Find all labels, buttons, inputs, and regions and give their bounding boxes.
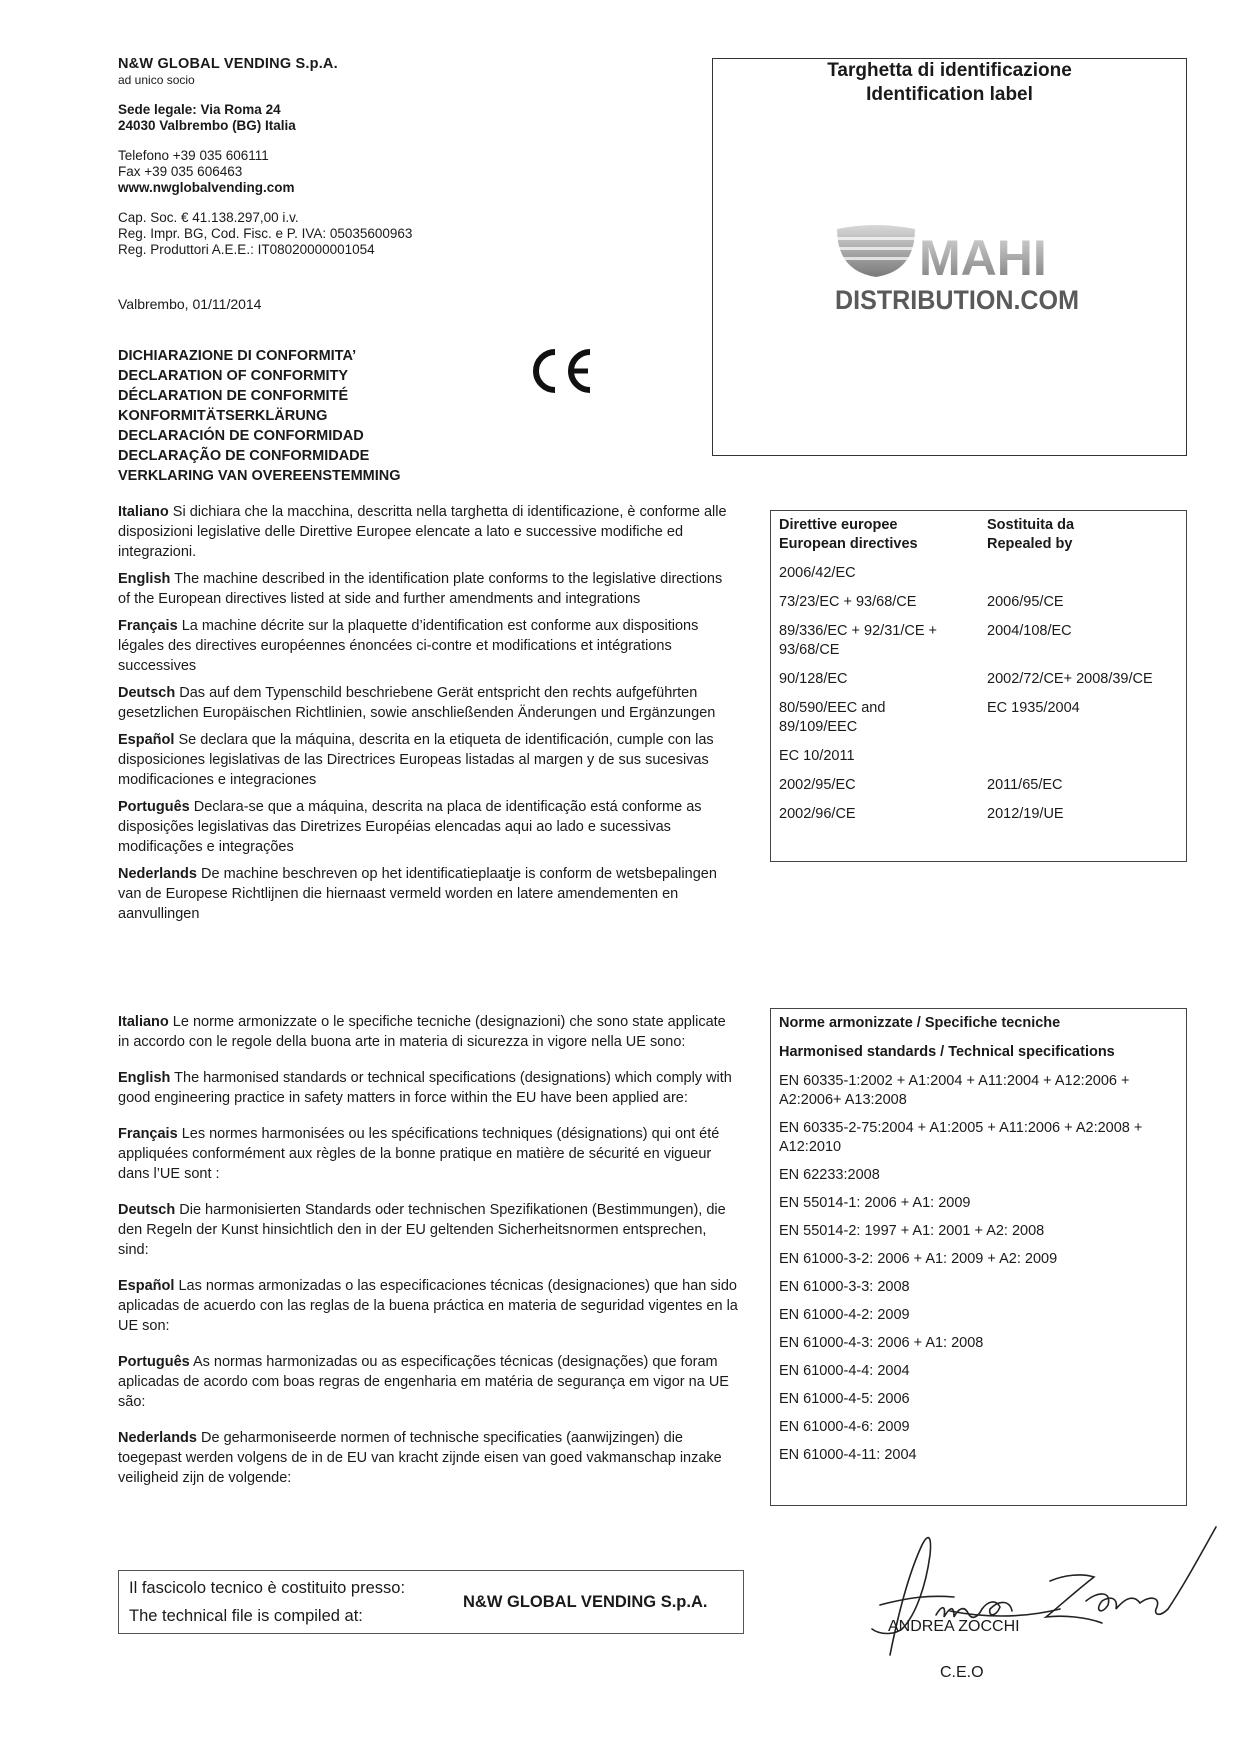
harmonised-nl: Nederlands De geharmoniseerde normen of technische specificaties (aanwijzingen) die toegepast werden volgens de in de EU van kracht zijnde eisen van goed vakmanschap inzake veiligheid zijn de volgende: [118,1430,722,1486]
list-item: EN 55014-1: 2006 + A1: 2009 [779,1195,971,1211]
harmonised-en: English The harmonised standards or technical specifications (designations) which comply with good engineering practice in safety matters in force within the EU have been applied are: [118,1070,732,1106]
table-row: 2002/95/EC 2011/65/EC [779,777,1063,793]
conformity-pt: Português Declara-se que a máquina, descrita na placa de identificação está conforme as disposições legislativas das Diretrizes Européias elencadas aqui ao lado e sucessivas modificações e integrações [118,799,702,855]
company-contacts [118,148,598,196]
harmonised-it: Italiano Le norme armonizzate o le specifiche tecniche (designazioni) che sono state applicate in accordo con le regole della buona arte in materia di sicurezza in vigore nella UE sono: [118,1014,726,1050]
directives-header: Direttive europee European directives Sostituita da Repealed by [779,517,1075,552]
signatory-name: ANDREA ZOCCHI [888,1618,1020,1635]
title-pt: DECLARAÇÃO DE CONFORMIDADE [118,448,370,464]
identification-label-box [712,58,1187,456]
list-item: EN 61000-3-3: 2008 [779,1279,910,1295]
conformity-statements [118,502,738,931]
standards-header-en: Harmonised standards / Technical specifications [779,1044,1115,1060]
title-de: KONFORMITÄTSERKLÄRUNG [118,408,328,424]
title-nl: VERKLARING VAN OVEREENSTEMMING [118,468,401,484]
mahi-distribution-logo [831,219,1083,315]
ce-mark-icon [528,348,594,394]
conformity-en: English The machine described in the identification plate conforms to the legislative directions of the European directives listed at side and further amendments and integrations [118,571,723,607]
id-label-title: Targhetta di identificazione [827,60,1072,81]
id-label-subtitle: Identification label [866,84,1033,105]
company-subtitle: ad unico socio [118,73,195,87]
conformity-nl: Nederlands De machine beschreven op het identificatieplaatje is conform de wetsbepalingen van de Europese Richtlijnen die hiernaast vermeld worden en latere amendementen en aanvullingen [118,866,717,922]
standards-header-it: Norme armonizzate / Specifiche tecniche [779,1015,1061,1031]
title-fr: DÉCLARATION DE CONFORMITÉ [118,388,349,404]
company-address: Sede legale: Via Roma 24 24030 Valbrembo (BG) Italia [118,102,296,133]
list-item: EN 60335-2-75:2004 + A1:2005 + A11:2006 + A2:2008 + A12:2010 [779,1120,1143,1155]
declaration-titles [118,346,401,486]
harmonised-statements [118,1012,738,1504]
table-row: 2006/42/EC [779,565,856,581]
harmonised-fr: Français Les normes harmonisées ou les spécifications techniques (désignations) qui ont été appliquées conformément aux règles de la bonne pratique en matière de sécurité en vigueur dans l’UE sont : [118,1126,720,1182]
signatory-role: C.E.O [940,1664,984,1681]
list-item: EN 61000-4-11: 2004 [779,1447,917,1463]
conformity-de: Deutsch Das auf dem Typenschild beschriebene Gerät entspricht den rechts aufgeführten gesetzlichen Europäischen Richtlinien, sowie anschließenden Änderungen und Ergänzungen [118,685,716,721]
technical-file-location: N&W GLOBAL VENDING S.p.A. [463,1593,708,1611]
technical-file-label-en: The technical file is compiled at: [129,1607,363,1625]
list-item: EN 61000-4-4: 2004 [779,1363,910,1379]
table-row: 2002/96/CE 2012/19/UE [779,806,1064,822]
list-item: EN 61000-4-5: 2006 [779,1391,910,1407]
conformity-es: Español Se declara que la máquina, descrita en la etiqueta de identificación, cumple con las disposiciones legislativas de las Directrices Europeas listadas al margen y de sus sucesivas modificaciones e integraciones [118,732,714,788]
list-item: EN 61000-4-6: 2009 [779,1419,910,1435]
technical-file-box [118,1570,744,1634]
directives-table [770,510,1187,862]
document-date: Valbrembo, 01/11/2014 [118,296,262,312]
conformity-fr: Français La machine décrite sur la plaquette d’identification est conforme aux dispositions légales des directives européennes énoncées ci-contre et modifications et intégrations successives [118,618,699,674]
title-en: DECLARATION OF CONFORMITY [118,368,349,384]
list-item: EN 61000-4-2: 2009 [779,1307,910,1323]
list-item: EN 61000-4-3: 2006 + A1: 2008 [779,1335,984,1351]
table-row: 90/128/EC 2002/72/CE+ 2008/39/CE [779,671,1153,687]
company-registry: Cap. Soc. € 41.138.297,00 i.v. Reg. Impr. BG, Cod. Fisc. e P. IVA: 05035600963 Reg. Produttori A.E.E.: IT08020000001054 [118,210,413,257]
conformity-it: Italiano Si dichiara che la macchina, descritta nella targhetta di identificazione, è conforme alle disposizioni legislative delle Direttive Europee elencate a lato e successive modifiche ed integrazioni. [118,504,727,560]
harmonised-es: Español Las normas armonizadas o las especificaciones técnicas (designaciones) que han sido aplicadas de acuerdo con las reglas de la buena práctica en materia de seguridad vigentes en la UE son: [118,1278,738,1334]
company-header [118,56,598,258]
signature-image [850,1525,1220,1660]
list-item: EN 61000-3-2: 2006 + A1: 2009 + A2: 2009 [779,1251,1058,1267]
phone: Telefono +39 035 606111 [118,148,269,163]
harmonised-pt: Português As normas harmonizadas ou as especificações técnicas (designações) que foram aplicadas de acordo com boas regras de engenharia em matéria de segurança em vigor na UE são: [118,1354,729,1410]
table-row: 80/590/EEC and 89/109/EEC EC 1935/2004 [779,700,1080,735]
table-row: EC 10/2011 [779,748,855,764]
table-row: 73/23/EC + 93/68/CE 2006/95/CE [779,594,1064,610]
fax: Fax +39 035 606463 [118,164,243,179]
company-name: N&W GLOBAL VENDING S.p.A. [118,56,338,72]
list-item: EN 55014-2: 1997 + A1: 2001 + A2: 2008 [779,1223,1045,1239]
harmonised-de: Deutsch Die harmonisierten Standards oder technischen Spezifikationen (Bestimmungen), die den Regeln der Kunst hinsichtlich den in der EU geltenden Sicherheitsnormen entsprechen, sind: [118,1202,726,1258]
logo-text-bottom: DISTRIBUTION.COM [835,285,1079,315]
technical-file-label-it: Il fascicolo tecnico è costituito presso: [129,1579,406,1597]
table-row: 89/336/EC + 92/31/CE + 93/68/CE 2004/108/EC [779,623,1072,658]
logo-text-top: MAHI [919,230,1047,286]
list-item: EN 60335-1:2002 + A1:2004 + A11:2004 + A12:2006 + A2:2006+ A13:2008 [779,1073,1130,1108]
title-es: DECLARACIÓN DE CONFORMIDAD [118,428,364,444]
title-it: DICHIARAZIONE DI CONFORMITA’ [118,348,357,364]
standards-table [770,1008,1187,1506]
list-item: EN 62233:2008 [779,1167,880,1183]
website: www.nwglobalvending.com [118,180,295,195]
